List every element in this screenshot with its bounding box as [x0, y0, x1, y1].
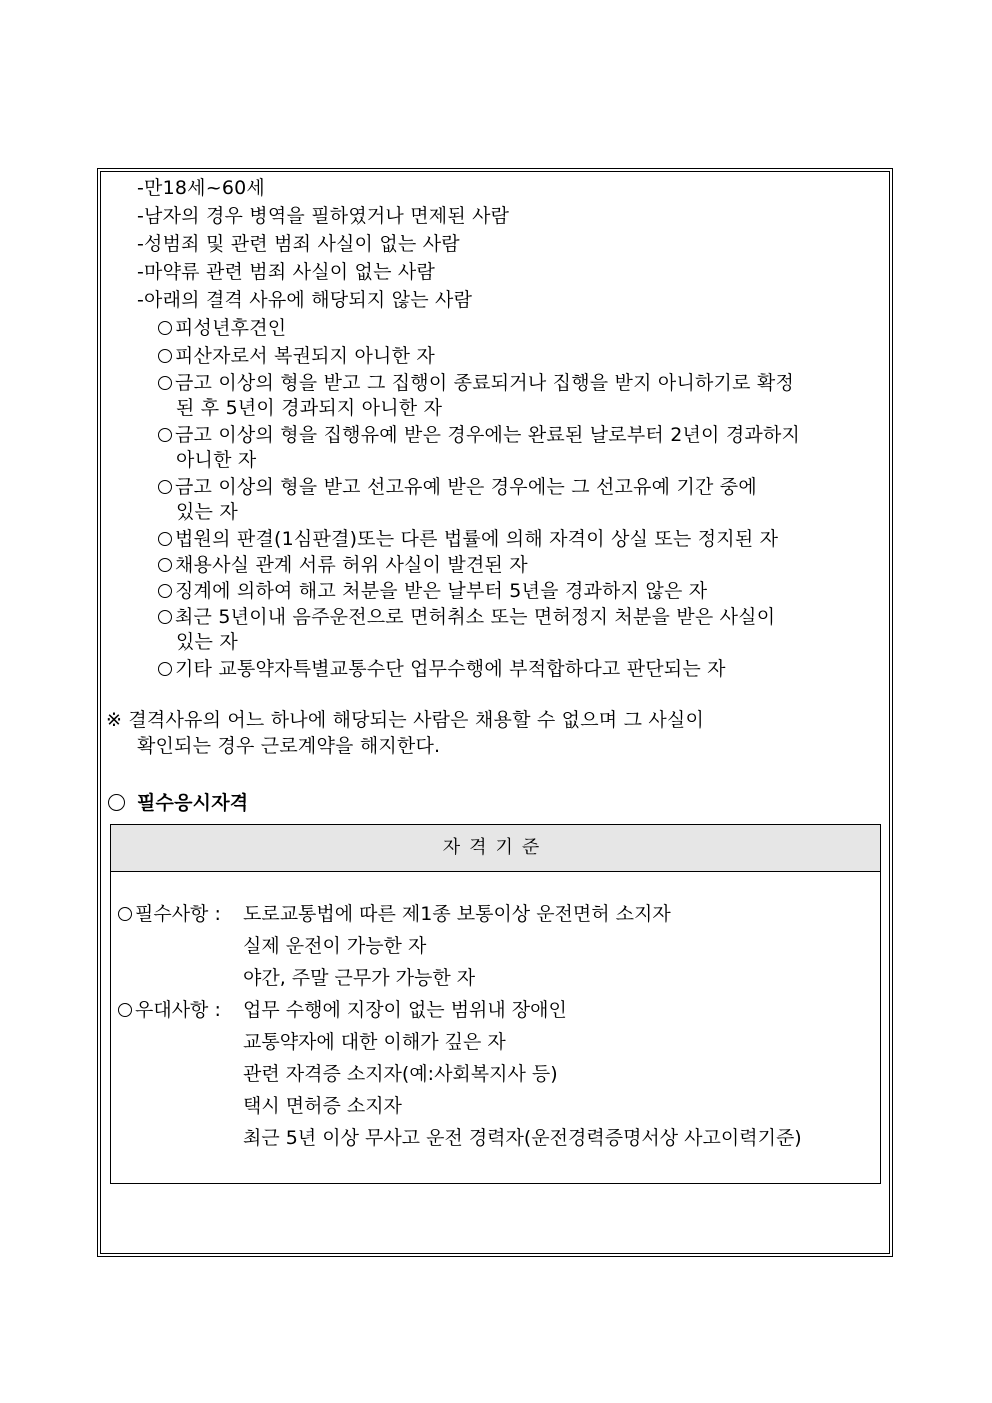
- note-line: 확인되는 경우 근로계약을 해지한다.: [137, 735, 441, 757]
- preferred-label: 우대사항 :: [118, 997, 221, 1023]
- circle-bullet-icon: [158, 349, 172, 363]
- disqualification-item-continued: 된 후 5년이 경과되지 아니한 자: [176, 397, 443, 419]
- required-item: 도로교통법에 따른 제1종 보통이상 운전면허 소지자: [243, 903, 671, 925]
- eligibility-item: -만18세~60세: [137, 177, 265, 199]
- preferred-item: 관련 자격증 소지자(예:사회복지사 등): [243, 1063, 558, 1085]
- disqualification-item: 채용사실 관계 서류 허위 사실이 발견된 자: [158, 552, 528, 578]
- circle-bullet-icon: [158, 480, 172, 494]
- disqualification-item: 금고 이상의 형을 받고 그 집행이 종료되거나 집행을 받지 아니하기로 확정: [158, 370, 794, 396]
- required-item: 실제 운전이 가능한 자: [243, 935, 427, 957]
- circle-bullet-icon: [158, 610, 172, 624]
- section-title: 필수응시자격: [108, 790, 248, 816]
- circle-bullet-icon: [158, 321, 172, 335]
- table-header: 자격기준: [111, 825, 880, 872]
- disqualification-item: 최근 5년이내 음주운전으로 면허취소 또는 면허정지 처분을 받은 사실이: [158, 604, 775, 630]
- disqualification-item-continued: 있는 자: [176, 501, 238, 523]
- circle-bullet-icon: [118, 1003, 132, 1017]
- disqualification-item: 법원의 판결(1심판결)또는 다른 법률에 의해 자격이 상실 또는 정지된 자: [158, 526, 778, 552]
- disqualification-item: 금고 이상의 형을 받고 선고유예 받은 경우에는 그 선고유예 기간 중에: [158, 474, 757, 500]
- disqualification-item: 금고 이상의 형을 집행유예 받은 경우에는 완료된 날로부터 2년이 경과하지: [158, 422, 800, 448]
- circle-bullet-icon: [118, 907, 132, 921]
- disqualification-item: 징계에 의하여 해고 처분을 받은 날부터 5년을 경과하지 않은 자: [158, 578, 707, 604]
- preferred-item: 최근 5년 이상 무사고 운전 경력자(운전경력증명서상 사고이력기준): [243, 1127, 802, 1149]
- required-label: 필수사항 :: [118, 901, 221, 927]
- disqualification-item: 피성년후견인: [158, 315, 286, 341]
- required-item: 야간, 주말 근무가 가능한 자: [243, 967, 476, 989]
- disqualification-item: 피산자로서 복권되지 아니한 자: [158, 343, 435, 369]
- eligibility-item: -아래의 결격 사유에 해당되지 않는 사람: [137, 289, 473, 311]
- circle-bullet-icon: [158, 558, 172, 572]
- circle-bullet-icon: [158, 428, 172, 442]
- disqualification-item-continued: 있는 자: [176, 631, 238, 653]
- circle-bullet-icon: [108, 794, 125, 811]
- preferred-item: 택시 면허증 소지자: [243, 1095, 402, 1117]
- disqualification-item: 기타 교통약자특별교통수단 업무수행에 부적합하다고 판단되는 자: [158, 656, 726, 682]
- preferred-item: 업무 수행에 지장이 없는 범위내 장애인: [243, 999, 567, 1021]
- disqualification-item-continued: 아니한 자: [176, 449, 257, 471]
- eligibility-item: -남자의 경우 병역을 필하였거나 면제된 사람: [137, 205, 510, 227]
- eligibility-item: -마약류 관련 범죄 사실이 없는 사람: [137, 261, 436, 283]
- circle-bullet-icon: [158, 584, 172, 598]
- circle-bullet-icon: [158, 376, 172, 390]
- preferred-item: 교통약자에 대한 이해가 깊은 자: [243, 1031, 506, 1053]
- circle-bullet-icon: [158, 532, 172, 546]
- note-line: ※ 결격사유의 어느 하나에 해당되는 사람은 채용할 수 없으며 그 사실이: [106, 709, 705, 731]
- circle-bullet-icon: [158, 662, 172, 676]
- eligibility-item: -성범죄 및 관련 범죄 사실이 없는 사람: [137, 233, 460, 255]
